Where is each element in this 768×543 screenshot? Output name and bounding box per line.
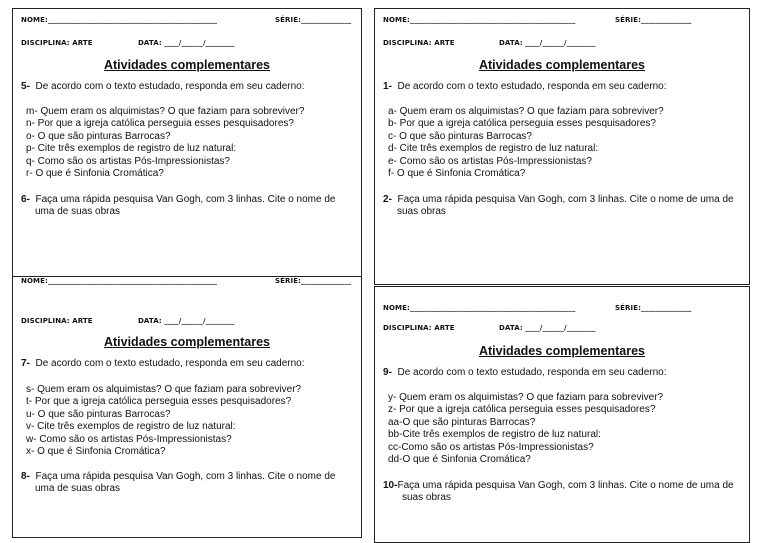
worksheet-title: Atividades complementares [478,58,646,72]
question-number: 1 [383,81,389,92]
serie-field[interactable]: SÉRIE:______________ [615,16,692,24]
date-field[interactable]: DATA: ____/______/________ [499,39,596,47]
list-item: dd-O que é Sinfonia Cromática? [388,454,531,466]
question-text: De acordo com o texto estudado, responda em seu caderno: [35,358,305,369]
question-text: Faça uma rápida pesquisa Van Gogh, com 3 linhas. Cite o nome de uma de suas obras [35,471,336,494]
serie-field[interactable]: SÉRIE:______________ [275,16,352,24]
serie-field[interactable]: SÉRIE:______________ [275,277,352,285]
question-2 [21,471,351,495]
discipline-label: DISCIPLINA: ARTE [383,324,455,332]
list-item: p- Cite três exemplos de registro de luz natural: [26,143,237,155]
question-number-separator: - [26,471,30,482]
list-item: m- Quem eram os alquimistas? O que faziam para sobreviver? [26,106,305,117]
list-item: f- O que é Sinfonia Cromática? [388,168,526,180]
worksheet-title: Atividades complementares [103,335,271,349]
list-item: w- Como são os artistas Pós-Impressionistas? [26,433,232,445]
question-number-separator: - [26,81,30,92]
question-text: Faça uma rápida pesquisa Van Gogh, com 3 linhas. Cite o nome de uma de suas obras [397,194,734,217]
worksheet-card-top-left [12,8,362,278]
question-number-separator: - [26,194,30,205]
list-item: u- O que são pinturas Barrocas? [26,408,171,420]
list-item: b- Por que a igreja católica perseguia esses pesquisadores? [388,118,656,130]
list-item: x- O que é Sinfonia Cromática? [26,446,166,458]
name-field[interactable]: NOME:______________________________________________ [383,304,576,312]
question-1 [383,367,739,379]
list-item: e- Como são os artistas Pós-Impressionistas? [388,155,592,167]
question-number: 8 [21,471,27,482]
list-item: r- O que é Sinfonia Cromática? [26,168,164,180]
question-text: De acordo com o texto estudado, responda em seu caderno: [397,367,667,378]
question-text: Faça uma rápida pesquisa Van Gogh, com 3 linhas. Cite o nome de uma de suas obras [35,194,336,217]
list-item: z- Por que a igreja católica perseguia esses pesquisadores? [388,404,656,416]
list-item: o- O que são pinturas Barrocas? [26,130,171,142]
name-field[interactable]: NOME:_______________________________________________ [21,16,218,24]
question-text: De acordo com o texto estudado, responda em seu caderno: [397,81,667,92]
list-item: q- Como são os artistas Pós-Impressionistas? [26,155,230,167]
question-number-separator: - [388,194,392,205]
worksheet-card-top-right [374,8,750,285]
date-field[interactable]: DATA: ____/______/________ [138,317,235,325]
question-2 [21,194,351,218]
list-item: cc-Como são os artistas Pós-Impressionistas? [388,441,594,453]
list-item: y- Quem eram os alquimistas? O que faziam para sobreviver? [388,392,664,403]
list-item: a- Quem eram os alquimistas? O que faziam para sobreviver? [388,106,664,117]
date-field[interactable]: DATA: ____/______/________ [499,324,596,332]
list-item: aa-O que são pinturas Barrocas? [388,416,536,428]
discipline-label: DISCIPLINA: ARTE [383,39,455,47]
worksheet-title: Atividades complementares [103,58,271,72]
question-list [388,106,743,180]
question-number: 6 [21,194,27,205]
question-number-separator: - [394,480,398,491]
question-2 [383,194,739,218]
question-text: Faça uma rápida pesquisa Van Gogh, com 3 linhas. Cite o nome de uma de suas obras [397,480,734,503]
question-number-separator: - [388,367,392,378]
name-field[interactable]: NOME:______________________________________________ [383,16,576,24]
question-number-separator: - [388,81,392,92]
question-number: 9 [383,367,389,378]
question-number: 10 [383,480,395,491]
list-item: d- Cite três exemplos de registro de luz natural: [388,143,599,155]
list-item: n- Por que a igreja católica perseguia esses pesquisadores? [26,118,294,130]
discipline-label: DISCIPLINA: ARTE [21,317,93,325]
question-number: 2 [383,194,389,205]
date-field[interactable]: DATA: ____/______/________ [138,39,235,47]
list-item: c- O que são pinturas Barrocas? [388,130,532,142]
question-1 [383,81,739,93]
list-item: bb-Cite três exemplos de registro de luz natural: [388,429,601,441]
question-list [26,106,355,180]
worksheet-title: Atividades complementares [478,344,646,358]
question-text: De acordo com o texto estudado, responda em seu caderno: [35,81,305,92]
question-list [388,392,743,466]
question-1 [21,358,351,370]
question-1 [21,81,351,93]
question-number: 7 [21,358,27,369]
list-item: v- Cite três exemplos de registro de luz natural: [26,421,236,433]
worksheet-card-bottom-left [12,276,362,538]
list-item: t- Por que a igreja católica perseguia esses pesquisadores? [26,396,292,408]
serie-field[interactable]: SÉRIE:______________ [615,304,692,312]
question-list [26,384,355,458]
list-item: s- Quem eram os alquimistas? O que faziam para sobreviver? [26,384,302,395]
question-number: 5 [21,81,27,92]
question-2 [383,480,739,504]
discipline-label: DISCIPLINA: ARTE [21,39,93,47]
worksheet-card-bottom-right [374,286,750,543]
question-number-separator: - [26,358,30,369]
name-field[interactable]: NOME:_______________________________________________ [21,277,218,285]
